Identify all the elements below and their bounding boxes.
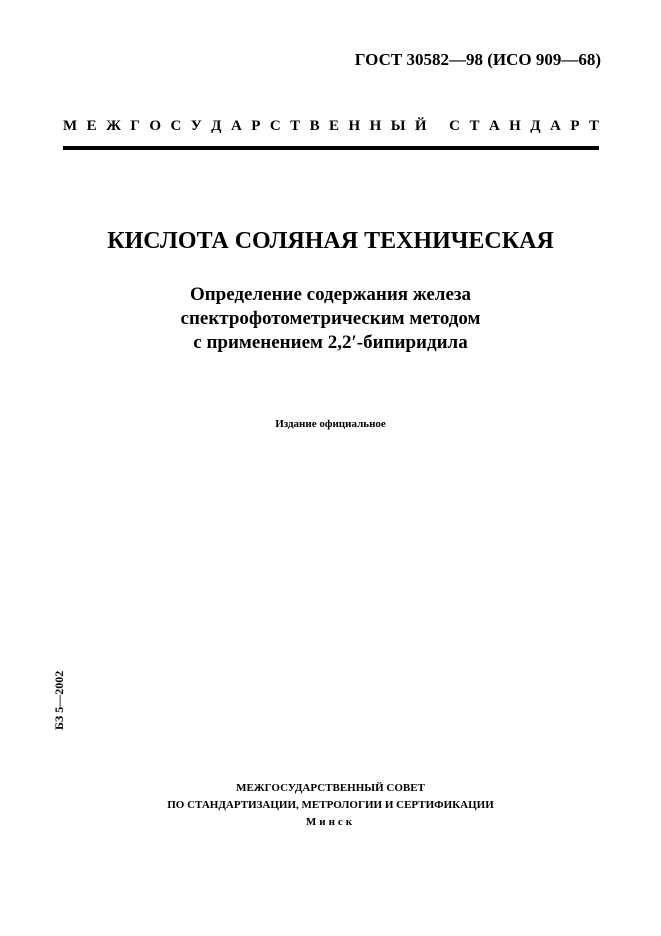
heading-letter: Т [290, 118, 301, 134]
document-title: КИСЛОТА СОЛЯНАЯ ТЕХНИЧЕСКАЯ [107, 228, 554, 254]
heading-letter: С [170, 118, 182, 134]
heading-letter: Р [570, 118, 580, 134]
heading-letter: Д [211, 118, 222, 134]
side-code: БЗ 5—2002 [52, 670, 66, 730]
heading-letter: Н [348, 118, 361, 134]
heading-letter: А [488, 118, 500, 134]
heading-letter: Г [130, 118, 140, 134]
publisher-line: ПО СТАНДАРТИЗАЦИИ, МЕТРОЛОГИИ И СЕРТИФИКАЦИИ [167, 799, 494, 811]
subtitle-line: Определение содержания железа [189, 284, 472, 305]
heading-letter: Н [509, 118, 521, 134]
heading-letter: В [309, 118, 320, 134]
heading-letter: М [63, 118, 78, 134]
heading-word-gap [436, 118, 440, 135]
heading-letter: С [449, 118, 460, 134]
document-code: ГОСТ 30582—98 (ИСО 909—68) [354, 50, 601, 69]
heading-letter: Ы [390, 118, 406, 134]
heading-letter: Е [329, 118, 340, 134]
heading-letter: Н [369, 118, 382, 134]
heading-letter: С [269, 118, 281, 134]
heading-letter: Т [588, 118, 599, 134]
subtitle-line: с применением 2,2′-бипиридила [193, 332, 468, 353]
document-subtitle [0, 283, 661, 355]
publisher-block [0, 780, 661, 831]
header-rule [63, 146, 599, 150]
edition-note: Издание официальное [275, 418, 386, 430]
heading-letter: Й [414, 118, 427, 134]
publisher-city: Минск [305, 816, 356, 828]
publisher-line: МЕЖГОСУДАРСТВЕННЫЙ СОВЕТ [236, 782, 425, 794]
heading-letter: О [149, 118, 161, 134]
standard-kind-heading [63, 118, 599, 135]
heading-letter: Ж [106, 118, 121, 134]
heading-letter: Р [251, 118, 261, 134]
heading-letter: А [230, 118, 242, 134]
heading-letter: Е [86, 118, 97, 134]
heading-letter: Д [530, 118, 541, 134]
heading-letter: Т [469, 118, 480, 134]
standard-kind-letters [63, 118, 599, 135]
heading-letter: У [190, 118, 202, 134]
heading-letter: А [550, 118, 561, 134]
subtitle-line: спектрофотометрическим методом [180, 308, 481, 329]
